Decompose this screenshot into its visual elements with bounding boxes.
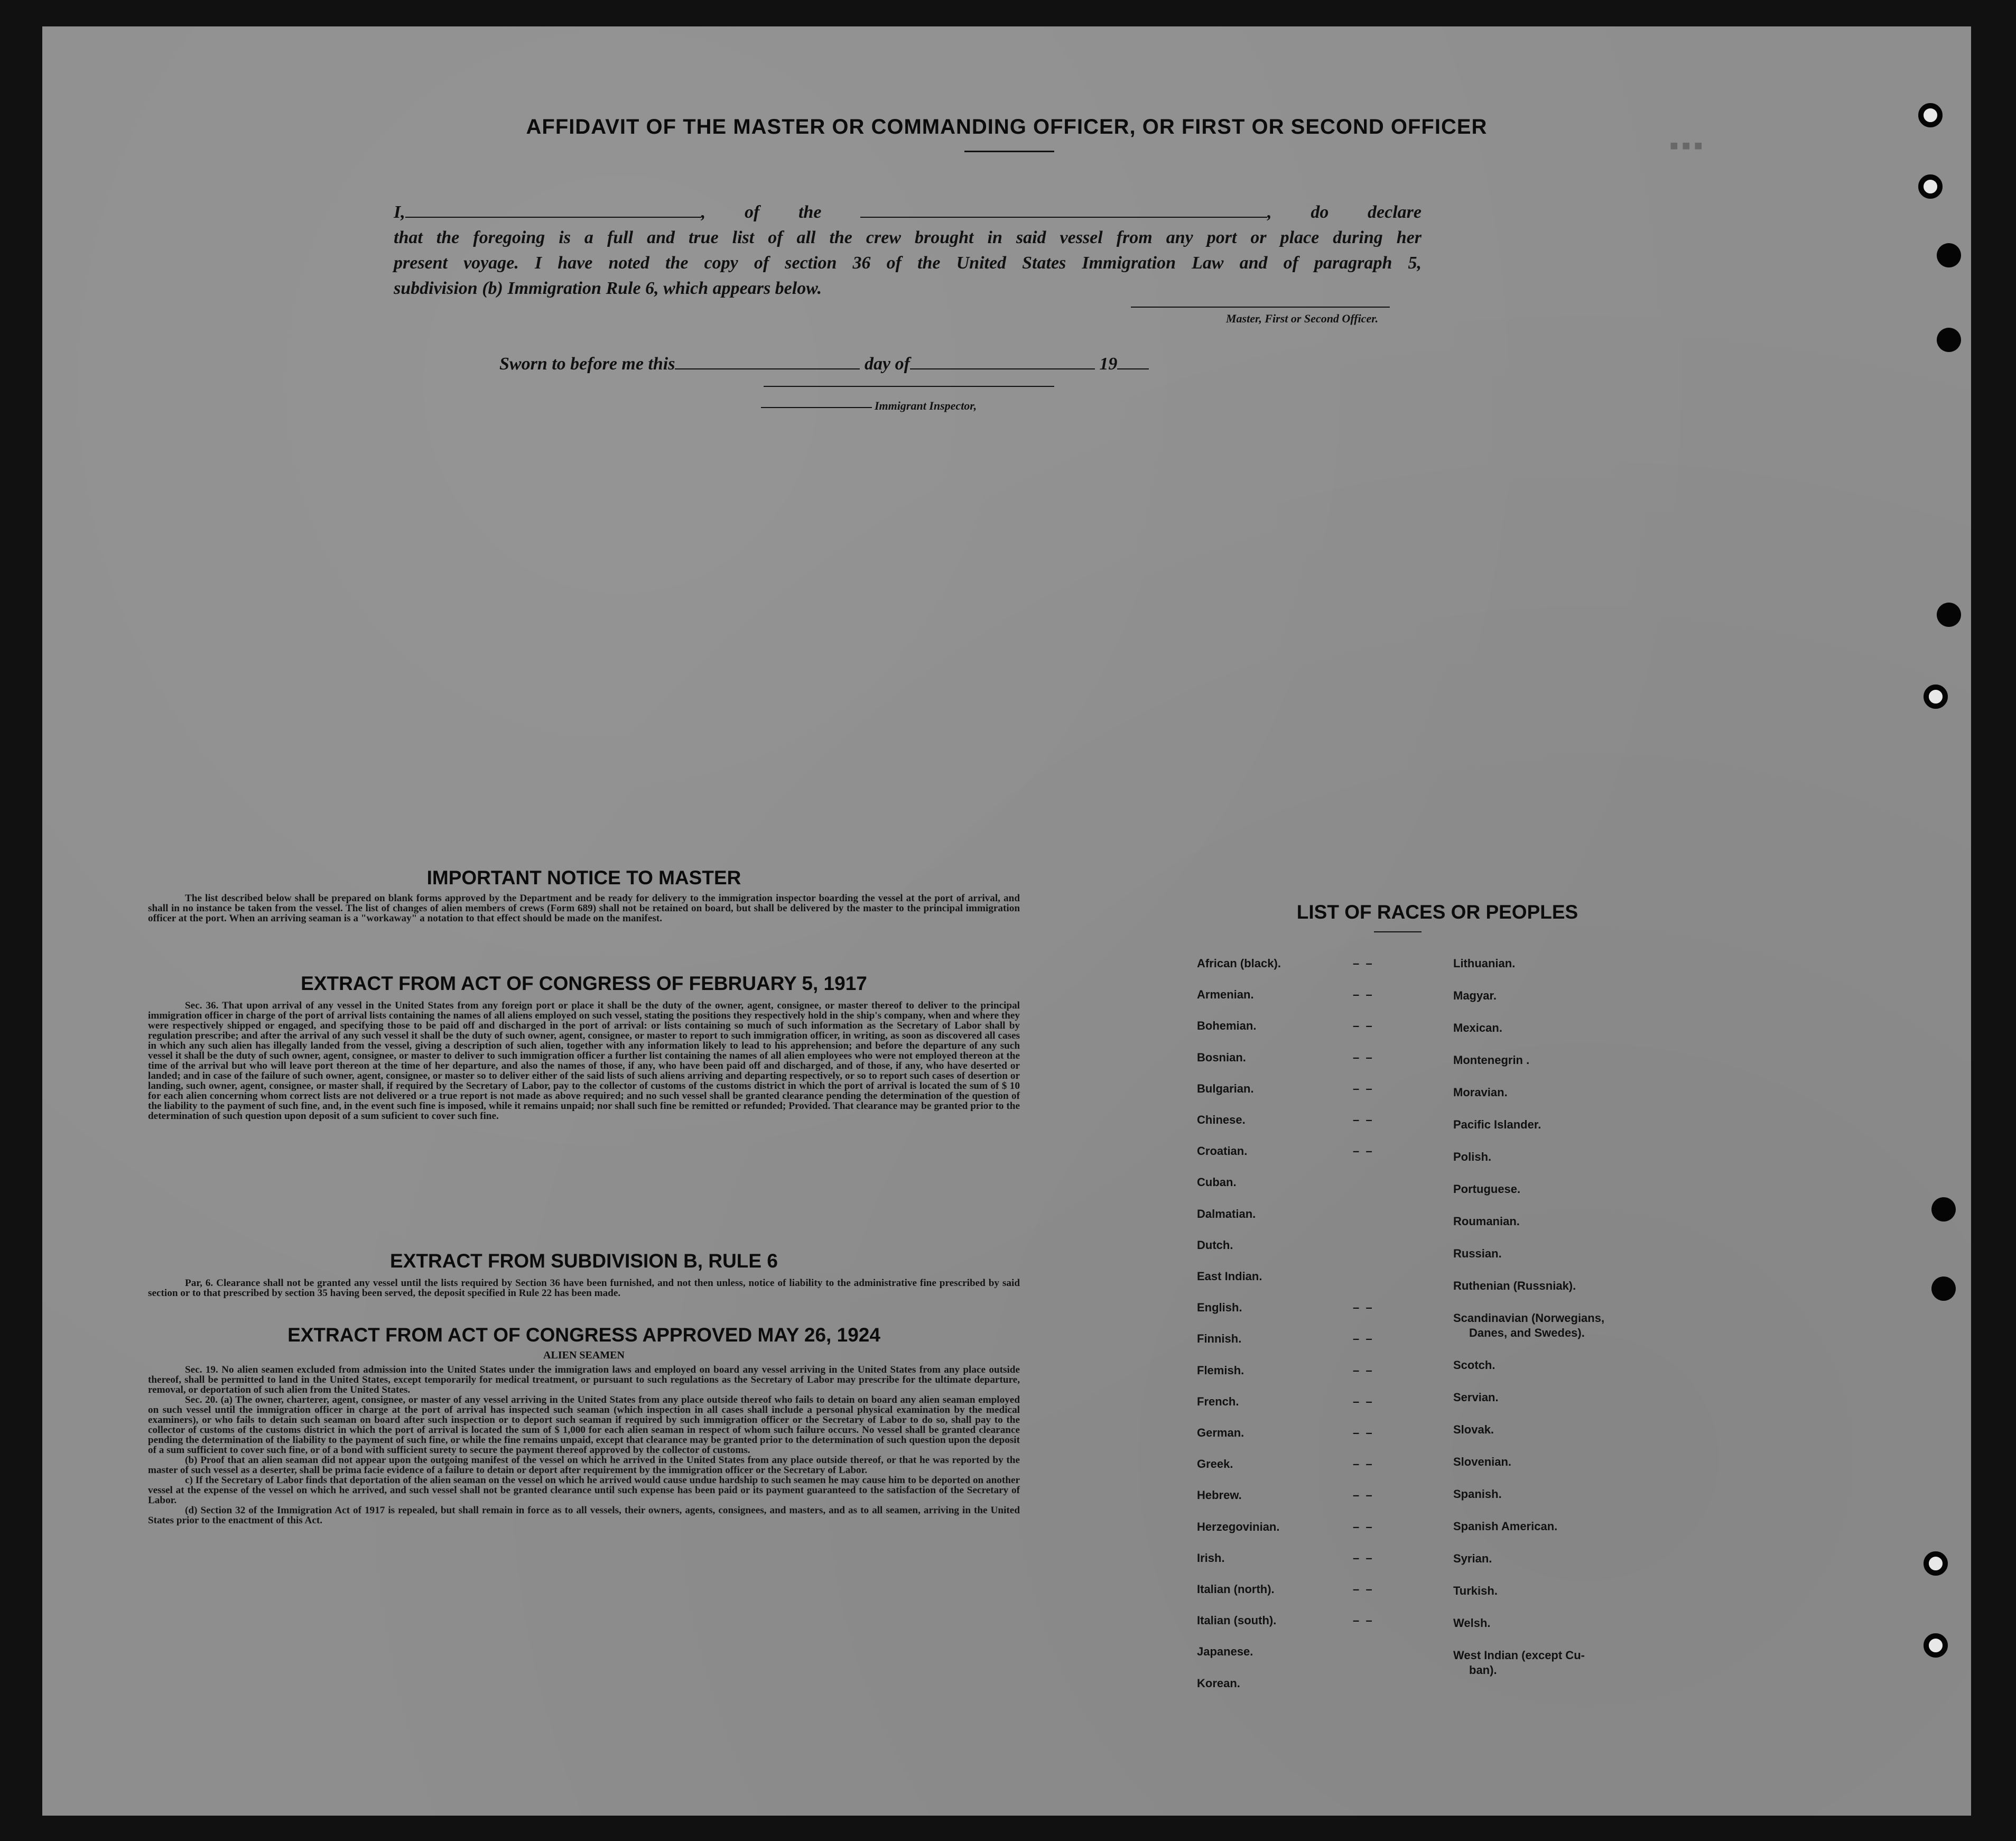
race-separator-dash: – – <box>1353 1457 1372 1471</box>
sworn-year: 19 <box>1099 354 1118 374</box>
binder-hole <box>1937 328 1961 352</box>
extract-1917-body <box>148 1001 1020 1121</box>
races-title: LIST OF RACES OR PEOPLES <box>1296 901 1578 923</box>
sworn-year-blank <box>1117 356 1149 369</box>
inspector-signature-line <box>764 386 1054 387</box>
binder-hole <box>1924 1551 1948 1576</box>
race-left-item: East Indian. <box>1197 1270 1262 1283</box>
race-right-item: Servian. <box>1453 1391 1499 1404</box>
rule-6-body <box>148 1278 1020 1298</box>
race-left-item: Italian (north). <box>1197 1583 1275 1596</box>
race-right-item: Ruthenian (Russniak). <box>1453 1279 1576 1292</box>
bleed-through-text: ■ ■ ■ <box>1670 137 1703 153</box>
race-left-item: Chinese. <box>1197 1113 1246 1126</box>
name-blank <box>405 204 701 218</box>
race-right-item: Montenegrin . <box>1453 1053 1530 1067</box>
race-left-item: Japanese. <box>1197 1645 1253 1659</box>
race-right-item: West Indian (except Cu- <box>1453 1649 1585 1662</box>
inspector-caption-line <box>761 407 872 408</box>
race-left-item: Herzegovinian. <box>1197 1520 1280 1533</box>
sworn-day-of: day of <box>864 354 910 374</box>
section-20b-paragraph: (b) Proof that an alien seaman did not appear upon the outgoing manifest of the vessel on which he arrived in the United States from any place outside thereof, or that he was reported by the master of such vessel as a deserter, shall be prima facie evidence of a failure to detain or deport after requirement by the immigration officer or the Secretary of Labor. <box>148 1455 1020 1476</box>
race-left-item: Irish. <box>1197 1551 1225 1565</box>
race-left-item: Finnish. <box>1197 1332 1242 1346</box>
sworn-month-blank <box>910 356 1095 369</box>
declaration-of-the: , of the <box>701 202 822 222</box>
race-separator-dash: – – <box>1353 1394 1372 1408</box>
declaration-line-3: present voyage. I have noted the copy of section 36 of the United States Immigration Law and of paragraph 5, <box>394 253 1422 273</box>
binder-hole <box>1924 1633 1948 1658</box>
section-20c-paragraph: c) If the Secretary of Labor finds that deportation of the alien seaman on the vessel on which he arrived would cause undue hardship to such seamen he may cause him to be deported on another vessel at the expense of the vessel on which he arrived, and such vessel shall not be granted clearance until such expense has been paid or its payment guaranteed to the satisfaction of the Secretary of Labor. <box>148 1475 1020 1506</box>
declaration-do-declare: , do declare <box>1267 202 1422 222</box>
race-separator-dash: – – <box>1353 1583 1372 1596</box>
extract-1924-body <box>148 1365 1020 1525</box>
binder-hole <box>1918 174 1943 199</box>
binder-hole <box>1918 103 1943 127</box>
binder-hole <box>1937 243 1961 267</box>
race-right-item: Spanish. <box>1453 1487 1502 1501</box>
race-separator-dash: – – <box>1353 1363 1372 1377</box>
rule-6-title: EXTRACT FROM SUBDIVISION B, RULE 6 <box>390 1250 778 1272</box>
declaration-i: I, <box>394 202 405 222</box>
section-20d-paragraph: (d) Section 32 of the Immigration Act of 1917 is repealed, but shall remain in force as to all vessels, their owners, agents, consignees, and masters, and as to all seamen, arriving in the United States prior to the enactment of this Act. <box>148 1505 1020 1526</box>
race-right-item: Welsh. <box>1453 1616 1491 1630</box>
race-left-item: French. <box>1197 1394 1239 1408</box>
race-left-item: Korean. <box>1197 1676 1240 1690</box>
race-separator-dash: – – <box>1353 957 1372 970</box>
race-separator-dash: – – <box>1353 988 1372 1002</box>
race-right-item: Pacific Islander. <box>1453 1118 1541 1131</box>
race-separator-dash: – – <box>1353 1050 1372 1064</box>
section-19-paragraph: Sec. 19. No alien seamen excluded from admission into the United States under the immigration laws and employed on board any vessel arriving in the United States from any place outside thereof, shall be permitted to land in the United States, except temporarily for medical treatment, or pursuant to such regulations as the Secretary of Labor may prescribe for the ultimate departure, removal, or deportation of such alien from the United States. <box>148 1364 1020 1395</box>
race-left-item: Croatian. <box>1197 1144 1248 1158</box>
section-20a-paragraph: Sec. 20. (a) The owner, charterer, agent, consignee, or master of any vessel arriving in the United States from any place outside thereof who fails to detain on board any alien seaman employed on such vessel until the immigration officer in charge at the port of arrival has inspected such seaman (which inspection in all cases shall include a personal physical examination by the medical examiners), or who fails to detain such seaman on board after such inspection or to deport such seaman if required by such immigration officer or the Secretary of Labor to do so, shall pay to the collector of customs of the customs district in which the port of arrival is located the sum of $ 1,000 for each alien seaman in respect of whom such failure occurs. No vessel shall be granted clearance pending the determination of the liability to the payment of such fine, or while the fine remains unpaid, except that clearance may be granted prior to the determination of such question upon the deposit of a sum sufficient to cover such fine, or of a bond with sufficient surety to secure the payment thereof approved by the collector of customs. <box>148 1394 1020 1456</box>
inspector-caption: Immigrant Inspector, <box>875 399 977 412</box>
race-separator-dash: – – <box>1353 1081 1372 1095</box>
extract-1917-title: EXTRACT FROM ACT OF CONGRESS OF FEBRUARY 5, 1917 <box>301 973 867 994</box>
race-separator-dash: – – <box>1353 1019 1372 1033</box>
race-right-item: Spanish American. <box>1453 1520 1558 1533</box>
race-right-item: Danes, and Swedes). <box>1469 1326 1585 1339</box>
race-right-item: Moravian. <box>1453 1086 1508 1099</box>
declaration-line-4: subdivision (b) Immigration Rule 6, which appears below. <box>394 279 822 298</box>
race-left-item: Bohemian. <box>1197 1019 1257 1033</box>
title-underline <box>964 151 1054 152</box>
race-left-item: Italian (south). <box>1197 1614 1277 1627</box>
race-right-item: Slovak. <box>1453 1423 1494 1436</box>
race-separator-dash: – – <box>1353 1614 1372 1627</box>
race-right-item: Russian. <box>1453 1247 1502 1260</box>
binder-hole <box>1937 603 1961 627</box>
race-left-item: Bosnian. <box>1197 1050 1246 1064</box>
declaration-line-2: that the foregoing is a full and true list of all the crew brought in said vessel from any port or place during her <box>394 228 1422 247</box>
race-separator-dash: – – <box>1353 1113 1372 1126</box>
rule-6-paragraph: Par, 6. Clearance shall not be granted any vessel until the lists required by Section 36 have been furnished, and not then unless, notice of liability to the administrative fine prescribed by said section or to that prescribed by section 35 having been served, the deposit specified in Rule 22 has been made. <box>148 1278 1020 1299</box>
race-right-item: Scandinavian (Norwegians, <box>1453 1311 1605 1325</box>
binder-hole <box>1931 1197 1956 1222</box>
race-left-item: African (black). <box>1197 957 1281 970</box>
affidavit-title: AFFIDAVIT OF THE MASTER OR COMMANDING OFFICER, OR FIRST OR SECOND OFFICER <box>526 115 1488 138</box>
race-right-item: Turkish. <box>1453 1584 1498 1597</box>
race-right-item: Lithuanian. <box>1453 957 1516 970</box>
race-left-item: Hebrew. <box>1197 1488 1242 1502</box>
race-left-item: Bulgarian. <box>1197 1081 1254 1095</box>
race-separator-dash: – – <box>1353 1144 1372 1158</box>
race-right-item: Slovenian. <box>1453 1455 1512 1468</box>
race-separator-dash: – – <box>1353 1551 1372 1565</box>
binder-hole <box>1924 684 1948 709</box>
sworn-label: Sworn to before me this <box>499 354 675 374</box>
manifest-sheet <box>42 26 1971 1816</box>
section-36-paragraph: Sec. 36. That upon arrival of any vessel in the United States from any foreign port or place it shall be the duty of the owner, agent, consignee, or master thereof to deliver to the principal immigration officer in charge of the port of arrival lists containing the names of all aliens employed on such vessel, stating the positions they respectively hold in the ship's company, when and where they were respectively shipped or engaged, and specifying those to be paid off and discharged in the port of arrival: or lists containing so much of such information as the Secretary of Labor shall by regulation prescribe; and after the arrival of any such vessel it shall be the duty of such owner, agent, consignee, or master to report to such immigration officer, in writing, as soon as discovered all cases in which any such alien has illegally landed from the vessel, giving a description of such alien, together with any information likely to lead to his apprehension; and before the departure of any such vessel it shall be the duty of such owner, agent, consignee, or master to deliver to such immigration officer a further list containing the names of all alien employees who were not employed thereon at the time of the arrival but who will leave port thereon at the time of her departure, and also the names of those, if any, who have been paid off and discharged, and of those, if any, who have deserted or landed; and in case of the failure of such owner, agent, consignee, or master so to deliver either of the said lists of such aliens arriving and departing respectively, or so to report such cases of desertion or landing, such owner, agent, consignee, or master shall, if required by the Secretary of Labor, pay to the collector of customs of the customs district in which the port of arrival is located the sum of $ 10 for each alien concerning whom correct lists are not delivered or a true report is not made as above required; and no such vessel shall be granted clearance pending the determination of the question of the liability to the payment of such fine, and, in the event such fine is imposed, while it remains unpaid; nor shall such fine be remitted or refunded; Provided. That clearance may be granted prior to the determination of such question upon deposit of a sum suficient to cover such fine. <box>148 1000 1020 1122</box>
race-right-item: Portuguese. <box>1453 1182 1521 1196</box>
master-signature-line <box>1131 307 1390 308</box>
race-separator-dash: – – <box>1353 1426 1372 1439</box>
master-signature-caption: Master, First or Second Officer. <box>1226 312 1379 325</box>
sworn-statement <box>499 354 1149 374</box>
race-left-item: German. <box>1197 1426 1244 1439</box>
alien-seamen-subtitle: ALIEN SEAMEN <box>543 1349 625 1361</box>
vessel-blank <box>860 204 1267 218</box>
race-left-item: Dalmatian. <box>1197 1207 1256 1220</box>
race-left-item: Greek. <box>1197 1457 1233 1471</box>
extract-1924-title: EXTRACT FROM ACT OF CONGRESS APPROVED MAY 26, 1924 <box>287 1324 880 1346</box>
race-separator-dash: – – <box>1353 1301 1372 1315</box>
race-left-item: Dutch. <box>1197 1238 1233 1252</box>
race-right-item: Magyar. <box>1453 989 1497 1002</box>
race-left-item: Armenian. <box>1197 988 1254 1002</box>
notice-paragraph: The list described below shall be prepared on blank forms approved by the Department and be ready for delivery to the immigration inspector boarding the vessel at the port of arrival, and shall in no instance be taken from the vessel. The list of changes of alien members of crews (Form 689) shall not be retained on board, but shall be delivered by the master to the principal immigration officer at the port. When an arriving seaman is a "workaway" a notation to that effect should be made on the manifest. <box>148 893 1020 924</box>
race-right-item: Syrian. <box>1453 1552 1492 1565</box>
races-title-underline <box>1374 931 1422 932</box>
race-right-item: Mexican. <box>1453 1021 1502 1034</box>
race-separator-dash: – – <box>1353 1332 1372 1346</box>
notice-title: IMPORTANT NOTICE TO MASTER <box>426 867 741 889</box>
race-left-item: Flemish. <box>1197 1363 1244 1377</box>
race-separator-dash: – – <box>1353 1520 1372 1533</box>
race-right-item: ban). <box>1469 1663 1497 1677</box>
race-right-item: Scotch. <box>1453 1358 1495 1372</box>
race-right-item: Roumanian. <box>1453 1215 1520 1228</box>
sworn-day-blank <box>675 356 860 369</box>
binder-hole <box>1931 1276 1956 1301</box>
race-left-item: English. <box>1197 1301 1242 1315</box>
declaration-text <box>394 200 1422 301</box>
race-separator-dash: – – <box>1353 1488 1372 1502</box>
race-left-item: Cuban. <box>1197 1176 1237 1189</box>
notice-body <box>148 893 1020 923</box>
race-right-item: Polish. <box>1453 1150 1492 1163</box>
